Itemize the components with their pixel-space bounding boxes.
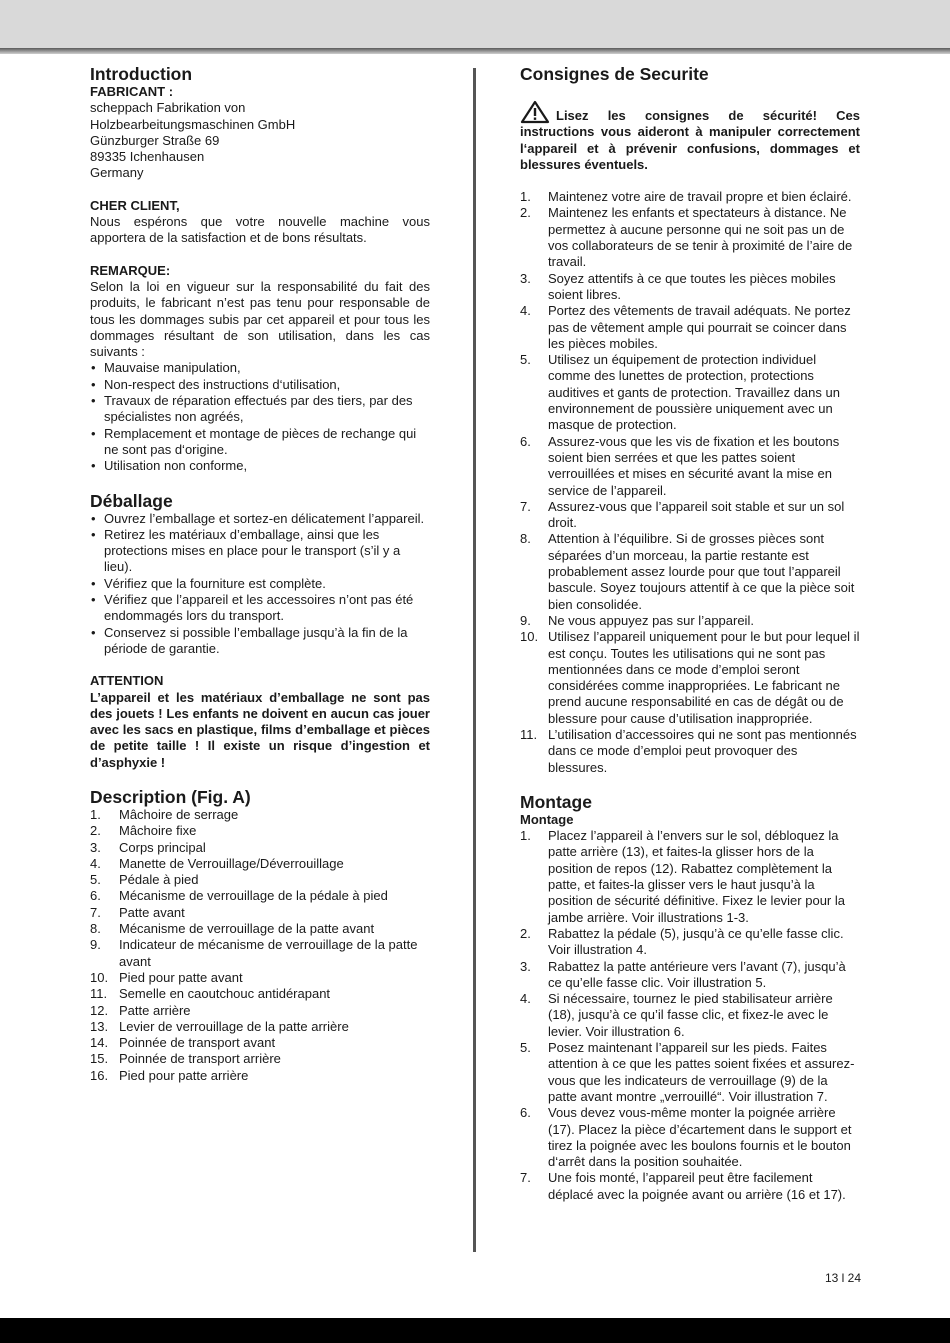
item-text: Attention à l’équilibre. Si de grosses pièces sont séparées d’un morceau, la partie restante est probablement assez lourde pour que tout l’appareil bascule. Soyez toujours attentif à ce que la pièce soit bien consolidée. <box>548 531 855 612</box>
introduction-heading: Introduction <box>90 64 193 84</box>
header-shadow <box>0 48 950 54</box>
list-item <box>90 888 430 904</box>
item-number: 3. <box>520 270 531 286</box>
item-number: 3. <box>520 958 531 974</box>
item-text: Utilisez l’appareil uniquement pour le but pour lequel il est conçu. Toutes les utilisations qui ne sont pas mentionnées dans ce mode d’emploi seront considérées comme inappropriées. Le fabricant ne prend aucune responsabilité en cas de dégât ou de blessure pour cause d’utilisation inappropriée. <box>548 629 860 726</box>
address-line: scheppach Fabrikation von <box>90 100 246 116</box>
list-item: • Vérifiez que la fourniture est complète. <box>90 576 430 592</box>
item-number: 14. <box>90 1035 109 1051</box>
deballage-list <box>90 511 430 658</box>
item-text: Pied pour patte avant <box>119 969 243 985</box>
item-text: Placez l’appareil à l’envers sur le sol, débloquez la patte arrière (13), et faites-la glisser hors de la position de repos (12). Rabattez complètement la patte, et faites-la glisser vers le haut jusqu’à la position de sécurité définitive. Fixez le levier pour la jambe arrière. Voir illustrations 1-3. <box>548 828 845 925</box>
item-number: 4. <box>90 855 101 871</box>
item-number: 9. <box>520 612 531 628</box>
item-text: Mâchoire fixe <box>119 823 197 839</box>
list-item: • Utilisation non conforme, <box>90 458 430 474</box>
item-text: Patte arrière <box>119 1002 191 1018</box>
list-item <box>90 986 430 1002</box>
montage-subheading: Montage <box>520 811 574 827</box>
item-number: 2. <box>90 823 101 839</box>
description-list <box>90 807 430 1084</box>
list-item: • Remplacement et montage de pièces de rechange qui ne sont pas d‘origine. <box>90 426 430 459</box>
item-number: 5. <box>520 352 531 368</box>
item-text: Maintenez les enfants et spectateurs à distance. Ne permettez à aucune personne qui ne soit pas un de vos collaborateurs de se tenir à proximité de l’aire de travail. <box>548 205 853 270</box>
item-text: Manette de Verrouillage/Déverrouillage <box>119 855 344 871</box>
item-text: Une fois monté, l’appareil peut être facilement déplacé avec la poignée avant ou arrière (16 et 17). <box>548 1170 846 1202</box>
list-item <box>90 1019 430 1035</box>
item-number: 7. <box>520 498 531 514</box>
list-item: • Non-respect des instructions d‘utilisation, <box>90 377 430 393</box>
item-number: 11. <box>90 986 108 1002</box>
montage-heading: Montage <box>520 791 592 812</box>
item-text: Rabattez la pédale (5), jusqu’à ce qu’elle fasse clic. Voir illustration 4. <box>548 925 844 958</box>
item-number: 5. <box>90 872 101 888</box>
item-number: 6. <box>90 888 101 904</box>
list-item <box>520 727 860 776</box>
montage-list <box>520 828 860 1203</box>
consignes-heading: Consignes de Securite <box>520 64 709 84</box>
list-item <box>520 352 860 433</box>
list-item <box>90 1003 430 1019</box>
address-line: 89335 Ichenhausen <box>90 149 205 165</box>
item-number: 7. <box>520 1170 531 1186</box>
item-text: Poinnée de transport arrière <box>119 1051 281 1067</box>
list-item: • Retirez les matériaux d’emballage, ainsi que les protections mises en place pour le transport (s’il y a lieu). <box>90 527 430 576</box>
warning-triangle-icon <box>520 100 550 124</box>
list-item <box>90 937 430 970</box>
item-number: 6. <box>520 433 531 449</box>
item-number: 1. <box>520 189 531 205</box>
item-text: Pédale à pied <box>119 872 199 888</box>
item-number: 4. <box>520 991 531 1007</box>
list-item: • Travaux de réparation effectués par des tiers, par des spécialistes non agréés, <box>90 393 430 426</box>
item-text: Soyez attentifs à ce que toutes les pièces mobiles soient libres. <box>548 270 836 302</box>
list-item <box>90 905 430 921</box>
item-text: Assurez-vous que les vis de fixation et les boutons soient bien serrées et que les pattes soient verrouillées et mises en sécurité avant la mise en service de l’appareil. <box>548 433 840 498</box>
item-number: 3. <box>90 839 101 855</box>
list-item <box>520 991 860 1040</box>
list-item <box>90 856 430 872</box>
item-number: 11. <box>520 726 538 742</box>
list-item <box>90 921 430 937</box>
item-number: 8. <box>520 531 531 547</box>
footer-bar <box>0 1318 950 1343</box>
list-item <box>520 205 860 270</box>
item-text: Mécanisme de verrouillage de la pédale à pied <box>119 888 388 904</box>
item-number: 6. <box>520 1105 531 1121</box>
column-divider <box>473 68 476 1252</box>
list-item <box>520 499 860 532</box>
list-item: • Mauvaise manipulation, <box>90 360 430 376</box>
list-item <box>90 970 430 986</box>
item-number: 10. <box>520 629 539 645</box>
item-text: Ne vous appuyez pas sur l’appareil. <box>548 612 754 628</box>
list-item <box>90 1035 430 1051</box>
list-item <box>520 926 860 959</box>
list-item <box>520 271 860 304</box>
item-text: Pied pour patte arrière <box>119 1067 249 1083</box>
safety-warning-text: Lisez les consignes de sécurité! Ces instructions vous aideront à manipuler correctement l‘appareil et à prévenir confusions, dommages et blessures éventuels. <box>520 108 860 172</box>
item-text: Si nécessaire, tournez le pied stabilisateur arrière (18), jusqu’à ce qu’il fasse clic, et fixez-le avec le levier. Voir illustration 6. <box>548 991 833 1039</box>
remarque-text: Selon la loi en vigueur sur la responsabilité du fait des produits, le fabricant n’est pas tenu pour responsable de tous les dommages subis par cet appareil et pour tous les dommages résultant de son utilisation, dans les cas suivants : <box>90 278 430 360</box>
item-text: Mâchoire de serrage <box>119 806 239 822</box>
item-text: Assurez-vous que l’appareil soit stable et sur un sol droit. <box>548 498 845 531</box>
list-item <box>520 189 860 205</box>
item-number: 15. <box>90 1051 109 1067</box>
list-item: • Vérifiez que l’appareil et les accessoires n’ont pas été endommagés lors du transport. <box>90 592 430 625</box>
list-item <box>90 840 430 856</box>
item-number: 5. <box>520 1040 531 1056</box>
list-item <box>90 1068 430 1084</box>
header-bar <box>0 0 950 48</box>
list-item <box>520 959 860 992</box>
item-text: Levier de verrouillage de la patte arrière <box>119 1018 349 1034</box>
item-number: 16. <box>90 1067 109 1083</box>
item-text: Maintenez votre aire de travail propre et bien éclairé. <box>548 189 852 205</box>
item-text: Utilisez un équipement de protection individuel comme des lunettes de protection, protections auditives et gants de protection. Travaillez dans un environnement de poussière uniquement avec un masque de protection. <box>548 352 840 433</box>
item-text: Corps principal <box>119 839 206 855</box>
item-number: 2. <box>520 925 531 941</box>
right-column <box>520 64 860 1203</box>
item-number: 4. <box>520 303 531 319</box>
attention-label: ATTENTION <box>90 673 164 689</box>
address-line: Germany <box>90 165 144 181</box>
manufacturer-address <box>90 100 430 181</box>
item-text: Posez maintenant l’appareil sur les pieds. Faites attention à ce que les pattes soient fixées et assurez-vous que les indicateurs de verrouillage (9) de la patte avant montre „verrouillé“. Voir illustration 7. <box>548 1040 855 1104</box>
item-number: 1. <box>520 828 531 844</box>
address-line: Günzburger Straße 69 <box>90 132 220 148</box>
list-item <box>520 828 860 926</box>
consignes-list <box>520 189 860 776</box>
item-number: 10. <box>90 969 109 985</box>
list-item <box>90 823 430 839</box>
remarque-list <box>90 360 430 474</box>
client-text: Nous espérons que votre nouvelle machine vous apportera de la satisfaction et de bons résultats. <box>90 214 430 246</box>
item-number: 9. <box>90 937 101 953</box>
list-item <box>520 303 860 352</box>
list-item <box>90 1051 430 1067</box>
safety-warning <box>520 100 860 173</box>
item-text: Vous devez vous-même monter la poignée arrière (17). Placez la pièce d’écartement dans le support et tirez la poignée avec les boulons fournis et le bouton d‘arrêt dans la position souhaitée. <box>548 1105 852 1170</box>
deballage-heading: Déballage <box>90 490 173 511</box>
item-text: Portez des vêtements de travail adéquats. Ne portez pas de vêtement ample qui pourrait se coincer dans les pièces mobiles. <box>548 303 851 351</box>
list-item <box>520 1040 860 1105</box>
attention-text: L’appareil et les matériaux d’emballage ne sont pas des jouets ! Les enfants ne doivent en aucun cas jouer avec les sacs en plastique, films d’emballage et pièces de petite taille ! Il existe un risque d’ingestion et d’asphyxie ! <box>90 689 430 770</box>
client-label: CHER CLIENT, <box>90 197 180 213</box>
item-number: 13. <box>90 1018 109 1034</box>
item-text: Mécanisme de verrouillage de la patte avant <box>119 921 375 937</box>
page-number: 13 l 24 <box>825 1271 862 1285</box>
remarque-label: REMARQUE: <box>90 262 171 278</box>
list-item <box>90 872 430 888</box>
item-text: Indicateur de mécanisme de verrouillage de la patte avant <box>119 937 418 969</box>
list-item: • Ouvrez l’emballage et sortez-en délicatement l’appareil. <box>90 511 430 527</box>
list-item <box>520 629 860 727</box>
list-item <box>520 434 860 499</box>
fabricant-label: FABRICANT : <box>90 84 174 99</box>
description-heading: Description (Fig. A) <box>90 786 251 807</box>
list-item <box>520 531 860 612</box>
left-column <box>90 64 430 1084</box>
list-item: • Conservez si possible l’emballage jusqu’à la fin de la période de garantie. <box>90 625 430 658</box>
list-item <box>520 613 860 629</box>
address-line: Holzbearbeitungsmaschinen GmbH <box>90 116 296 132</box>
item-number: 7. <box>90 904 101 920</box>
item-text: Rabattez la patte antérieure vers l’avant (7), jusqu’à ce qu’elle fasse clic. Voir illustration 5. <box>548 958 846 990</box>
item-text: Poinnée de transport avant <box>119 1035 276 1051</box>
list-item <box>520 1105 860 1170</box>
item-number: 2. <box>520 205 531 221</box>
item-text: Patte avant <box>119 904 185 920</box>
list-item <box>90 807 430 823</box>
item-number: 12. <box>90 1002 109 1018</box>
list-item <box>520 1170 860 1203</box>
item-number: 1. <box>90 806 101 822</box>
item-number: 8. <box>90 921 101 937</box>
item-text: L’utilisation d’accessoires qui ne sont pas mentionnés dans ce mode d’emploi peut provoquer des blessures. <box>548 726 857 775</box>
item-text: Semelle en caoutchouc antidérapant <box>119 986 331 1002</box>
